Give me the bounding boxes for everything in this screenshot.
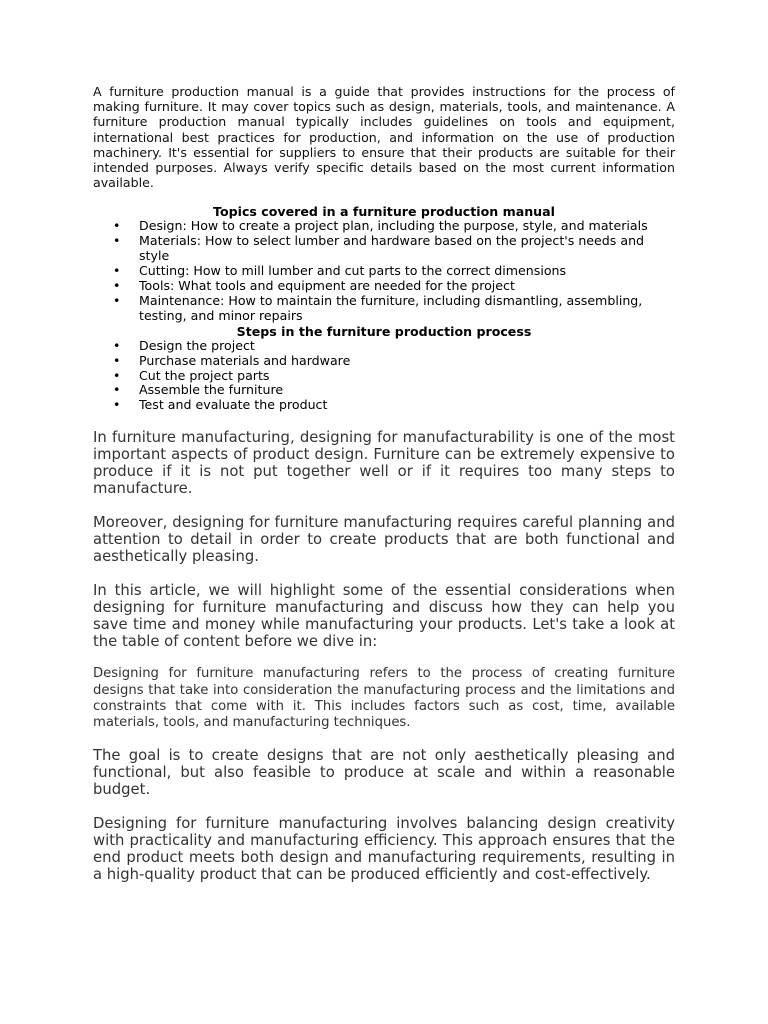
document-page bbox=[93, 84, 675, 883]
bullet-icon: • bbox=[113, 233, 121, 249]
bullet-icon: • bbox=[113, 382, 121, 398]
body-paragraph: In this article, we will highlight some of the essential considerations when designing for furniture manufacturing and discuss how they can help you save time and money while manufacturing your products. Let's take a look at the table of content before we dive in: bbox=[93, 582, 675, 651]
list-item-text: Assemble the furniture bbox=[139, 382, 284, 398]
list-item bbox=[93, 398, 675, 413]
topics-list bbox=[93, 219, 675, 323]
bullet-icon: • bbox=[113, 218, 121, 234]
list-item-text: Test and evaluate the product bbox=[139, 397, 328, 413]
body-paragraph: The goal is to create designs that are not only aesthetically pleasing and functional, but also feasible to produce at scale and within a reasonable budget. bbox=[93, 747, 675, 799]
list-item bbox=[93, 234, 675, 264]
list-item-text: Tools: What tools and equipment are needed for the project bbox=[139, 278, 515, 294]
list-item bbox=[93, 219, 675, 234]
bullet-icon: • bbox=[113, 397, 121, 413]
steps-list bbox=[93, 339, 675, 414]
list-item-text: Materials: How to select lumber and hardware based on the project's needs and style bbox=[139, 233, 645, 264]
list-item bbox=[93, 369, 675, 384]
bullet-icon: • bbox=[113, 263, 121, 279]
list-item-text: Design the project bbox=[139, 337, 255, 353]
intro-paragraph: A furniture production manual is a guide that provides instructions for the process of making furniture. It may cover topics such as design, materials, tools, and maintenance. A furniture production manual typically includes guidelines on tools and equipment, international best practices for production, and information on the use of production machinery. It's essential for suppliers to ensure that their products are suitable for their intended purposes. Always verify specific details based on the most current information available. bbox=[93, 84, 675, 191]
list-item bbox=[93, 339, 675, 354]
body-paragraph: In furniture manufacturing, designing for manufacturability is one of the most important aspects of product design. Furniture can be extremely expensive to produce if it is not put together well or if it requires too many steps to manufacture. bbox=[93, 429, 675, 498]
list-item-text: Design: How to create a project plan, including the purpose, style, and materials bbox=[139, 218, 648, 234]
bullet-icon: • bbox=[113, 352, 121, 368]
list-item-text: Cut the project parts bbox=[139, 367, 270, 383]
body-paragraph: Designing for furniture manufacturing involves balancing design creativity with practicality and manufacturing efficiency. This approach ensures that the end product meets both design and manufacturing requirements, resulting in a high-quality product that can be produced efficiently and cost-effectively. bbox=[93, 815, 675, 884]
list-item bbox=[93, 383, 675, 398]
list-item bbox=[93, 354, 675, 369]
body-paragraph: Designing for furniture manufacturing refers to the process of creating furniture designs that take into consideration the manufacturing process and the limitations and constraints that come with it. This includes factors such as cost, time, available materials, tools, and manufacturing techniques. bbox=[93, 666, 675, 730]
list-item-text: Purchase materials and hardware bbox=[139, 352, 351, 368]
bullet-icon: • bbox=[113, 292, 121, 308]
list-item bbox=[93, 279, 675, 294]
bullet-icon: • bbox=[113, 337, 121, 353]
bullet-icon: • bbox=[113, 367, 121, 383]
topics-heading: Topics covered in a furniture production manual bbox=[213, 204, 555, 220]
list-item bbox=[93, 294, 675, 324]
body-paragraph: Moreover, designing for furniture manufacturing requires careful planning and attention to detail in order to create products that are both functional and aesthetically pleasing. bbox=[93, 514, 675, 566]
bullet-icon: • bbox=[113, 278, 121, 294]
steps-heading: Steps in the furniture production process bbox=[236, 323, 532, 339]
list-item-text: Maintenance: How to maintain the furniture, including dismantling, assembling, testing, and minor repairs bbox=[139, 292, 643, 323]
list-item bbox=[93, 264, 675, 279]
list-item-text: Cutting: How to mill lumber and cut parts to the correct dimensions bbox=[139, 263, 567, 279]
